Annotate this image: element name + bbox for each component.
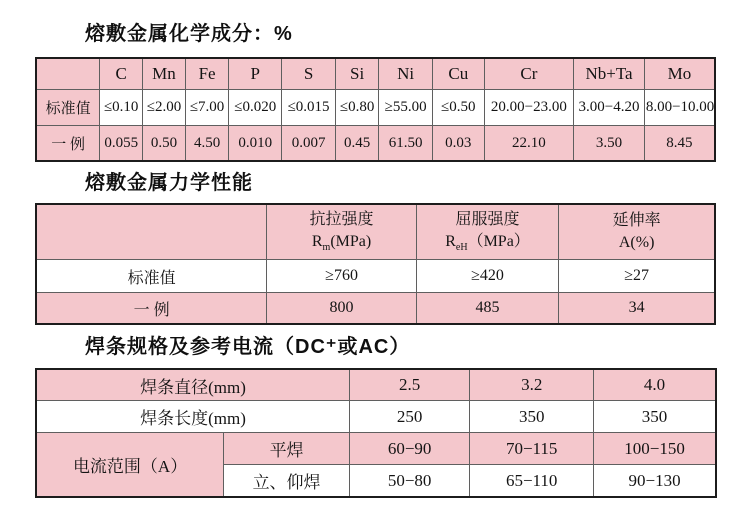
value-cell: 34 — [559, 293, 715, 325]
header-cell-s: S — [282, 58, 336, 90]
value-cell: 0.007 — [282, 126, 336, 162]
row-label-cell: 焊条直径(mm) — [36, 369, 349, 401]
sub-label-cell-vertical-overhead-weld: 立、仰焊 — [224, 465, 350, 498]
value-cell: 61.50 — [379, 126, 433, 162]
section-title-mechanical-properties: 熔敷金属力学性能 — [85, 172, 253, 194]
value-cell: 350 — [470, 401, 594, 433]
mechanical-properties-table — [35, 203, 716, 325]
header-line-cn: 屈服强度 — [455, 211, 520, 229]
value-cell: 4.50 — [185, 126, 228, 162]
value-cell: 20.00−23.00 — [484, 90, 574, 126]
table-row-standard — [36, 90, 715, 126]
value-cell: 350 — [594, 401, 716, 433]
value-cell: ≥27 — [559, 260, 715, 293]
value-cell: 0.45 — [335, 126, 378, 162]
header-cell-cr: Cr — [484, 58, 574, 90]
value-cell: 800 — [267, 293, 416, 325]
row-label-cell-current-range: 电流范围（A） — [36, 433, 224, 498]
header-cell-si: Si — [335, 58, 378, 90]
table-row-example — [36, 126, 715, 162]
value-cell: 90−130 — [594, 465, 716, 498]
header-cell-ni: Ni — [379, 58, 433, 90]
value-cell: 60−90 — [349, 433, 469, 465]
value-cell: 8.00−10.00 — [644, 90, 715, 126]
value-cell: ≤0.10 — [100, 90, 143, 126]
header-line-symbol: $R_{eH}(MPa)$ — [445, 232, 530, 254]
value-cell: 0.03 — [432, 126, 484, 162]
header-cell-elongation — [559, 204, 715, 260]
value-cell: 70−115 — [470, 433, 594, 465]
corner-cell — [36, 204, 267, 260]
value-cell: 3.00−4.20 — [574, 90, 645, 126]
header-line-cn: 抗拉强度 — [309, 211, 374, 229]
value-cell: 2.5 — [349, 369, 469, 401]
row-label-cell: 标准值 — [36, 260, 267, 293]
row-label-cell: 一 例 — [36, 293, 267, 325]
value-cell: ≤0.015 — [282, 90, 336, 126]
value-cell: ≤2.00 — [143, 90, 186, 126]
value-cell: 100−150 — [594, 433, 716, 465]
header-cell-nbta: Nb+Ta — [574, 58, 645, 90]
chemical-composition-table — [35, 57, 716, 162]
value-cell: 0.50 — [143, 126, 186, 162]
sub-label-cell-flat-weld: 平焊 — [224, 433, 350, 465]
header-cell-mn: Mn — [143, 58, 186, 90]
value-cell: ≤0.80 — [335, 90, 378, 126]
header-line-symbol: $R_m(MPa)$ — [311, 232, 372, 254]
value-cell: 4.0 — [594, 369, 716, 401]
section-title-chemical-composition: 熔敷金属化学成分：% — [85, 23, 293, 45]
header-line-symbol: A(%) — [618, 234, 655, 251]
value-cell: 485 — [416, 293, 559, 325]
value-cell: 65−110 — [470, 465, 594, 498]
header-cell-tensile-strength — [267, 204, 416, 260]
value-cell: 0.055 — [100, 126, 143, 162]
electrode-spec-table — [35, 368, 717, 498]
table-row-length — [36, 401, 716, 433]
header-cell-c: C — [100, 58, 143, 90]
header-cell-p: P — [229, 58, 282, 90]
row-label-cell: 焊条长度(mm) — [36, 401, 349, 433]
row-label-cell: 一 例 — [36, 126, 100, 162]
value-cell: ≥760 — [267, 260, 416, 293]
value-cell: 250 — [349, 401, 469, 433]
header-cell-mo: Mo — [644, 58, 715, 90]
value-cell: 3.50 — [574, 126, 645, 162]
section-title-electrode-spec-current: 焊条规格及参考电流（DC⁺或AC） — [85, 336, 411, 358]
value-cell: 22.10 — [484, 126, 574, 162]
table-header-row — [36, 204, 715, 260]
value-cell: ≤7.00 — [185, 90, 228, 126]
table-row-current-flat — [36, 433, 716, 465]
value-cell: 8.45 — [644, 126, 715, 162]
header-cell-cu: Cu — [432, 58, 484, 90]
header-cell-yield-strength — [416, 204, 559, 260]
table-row-example — [36, 293, 715, 325]
table-row-standard — [36, 260, 715, 293]
table-header-row — [36, 58, 715, 90]
corner-cell — [36, 58, 100, 90]
value-cell: 0.010 — [229, 126, 282, 162]
value-cell: ≤0.50 — [432, 90, 484, 126]
value-cell: ≤0.020 — [229, 90, 282, 126]
header-line-cn: 延伸率 — [612, 212, 661, 230]
table-row-diameter — [36, 369, 716, 401]
header-cell-fe: Fe — [185, 58, 228, 90]
value-cell: ≥420 — [416, 260, 559, 293]
value-cell: 3.2 — [470, 369, 594, 401]
value-cell: ≥55.00 — [379, 90, 433, 126]
value-cell: 50−80 — [349, 465, 469, 498]
row-label-cell: 标准值 — [36, 90, 100, 126]
